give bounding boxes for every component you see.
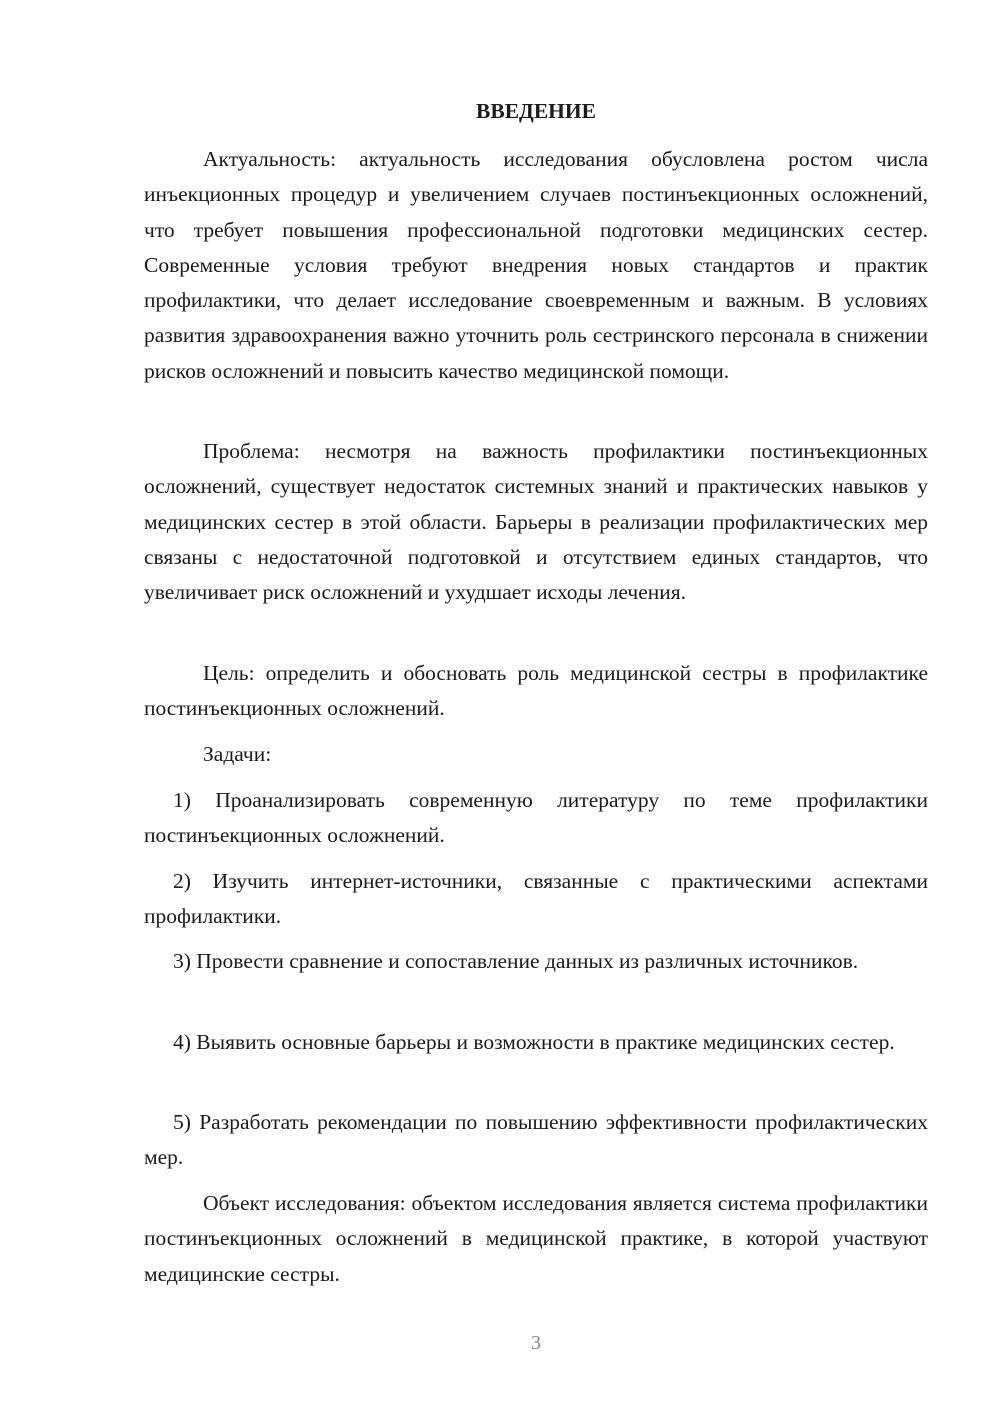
relevance-block xyxy=(144,142,928,389)
tasks-label-block xyxy=(144,737,928,772)
relevance-paragraph: Актуальность: актуальность исследования обусловлена ростом числа инъекционных процедур и увеличением случаев постинъекционных осложнений, что требует повышения профессиональной подготовки медицинских сестер. Современные условия требуют внедрения новых стандартов и практик профилактики, что делает исследование своевременным и важным. В условиях развития здравоохранения важно уточнить роль сестринского персонала в снижении рисков осложнений и повысить качество медицинской помощи. xyxy=(144,147,928,383)
task-item-3-block xyxy=(144,944,928,979)
task-item-2: 2) Изучить интернет-источники, связанные с практическими аспектами профилактики. xyxy=(144,869,928,929)
task-item-1-block xyxy=(144,783,928,854)
object-block xyxy=(144,1186,928,1292)
object-paragraph: Объект исследования: объектом исследования является система профилактики постинъекционных осложнений в медицинской практике, в которой участвуют медицинские сестры. xyxy=(144,1191,928,1286)
problem-block xyxy=(144,434,928,610)
task-item-4: 4) Выявить основные барьеры и возможности в практике медицинских сестер. xyxy=(173,1030,895,1054)
goal-paragraph: Цель: определить и обосновать роль медицинской сестры в профилактике постинъекционных осложнений. xyxy=(144,661,928,721)
task-item-2-block xyxy=(144,864,928,935)
goal-block xyxy=(144,656,928,727)
task-item-1: 1) Проанализировать современную литературу по теме профилактики постинъекционных осложнений. xyxy=(144,788,928,848)
task-item-4-block xyxy=(144,1025,928,1060)
task-item-5-block xyxy=(144,1105,928,1176)
section-heading: ВВЕДЕНИЕ xyxy=(476,99,596,123)
task-item-3: 3) Провести сравнение и сопоставление данных из различных источников. xyxy=(173,949,859,973)
tasks-label: Задачи: xyxy=(203,742,272,766)
task-item-5: 5) Разработать рекомендации по повышению эффективности профилактических мер. xyxy=(144,1110,928,1170)
problem-paragraph: Проблема: несмотря на важность профилактики постинъекционных осложнений, существует недостаток системных знаний и практических навыков у медицинских сестер в этой области. Барьеры в реализации профилактических мер связаны с недостаточной подготовкой и отсутствием единых стандартов, что увеличивает риск осложнений и ухудшает исходы лечения. xyxy=(144,439,928,605)
page-number: 3 xyxy=(531,1332,541,1354)
